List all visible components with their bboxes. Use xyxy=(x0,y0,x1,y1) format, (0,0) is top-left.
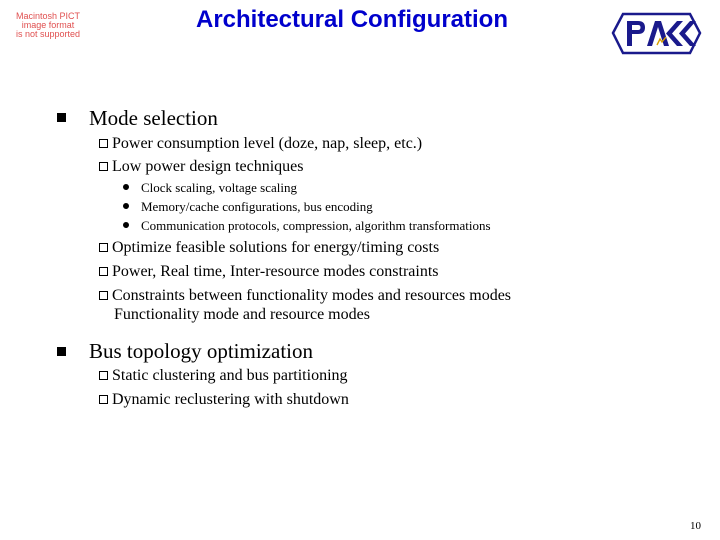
page-number: 10 xyxy=(690,520,701,532)
sub-list-item: Memory/cache configurations, bus encoding xyxy=(123,199,373,215)
checkbox-bullet xyxy=(99,291,108,300)
section-bullet xyxy=(57,347,66,356)
list-item-continuation: Functionality mode and resource modes xyxy=(114,306,370,323)
pict-line: Macintosh PICT xyxy=(15,11,81,21)
list-item: Low power design techniques xyxy=(99,158,304,176)
list-item: Static clustering and bus partitioning xyxy=(99,367,348,385)
pict-line: is not supported xyxy=(15,29,81,39)
checkbox-bullet xyxy=(99,139,108,148)
sub-list-item: Communication protocols, compression, algorithm transformations xyxy=(123,218,491,234)
list-item: Power, Real time, Inter-resource modes constraints xyxy=(99,263,439,281)
checkbox-bullet xyxy=(99,267,108,276)
list-item: Constraints between functionality modes and resources modes xyxy=(99,287,511,305)
dot-bullet xyxy=(123,222,129,228)
section-heading-mode-selection: Mode selection xyxy=(89,106,218,130)
checkbox-bullet xyxy=(99,395,108,404)
pict-line: image format xyxy=(21,20,75,30)
dot-bullet xyxy=(123,203,129,209)
list-item: Power consumption level (doze, nap, sleep, etc.) xyxy=(99,135,422,153)
section-heading-bus-topology: Bus topology optimization xyxy=(89,339,313,363)
checkbox-bullet xyxy=(99,162,108,171)
checkbox-bullet xyxy=(99,243,108,252)
section-bullet xyxy=(57,113,66,122)
checkbox-bullet xyxy=(99,371,108,380)
pace-logo-graphic xyxy=(611,12,702,55)
pace-logo xyxy=(611,12,702,55)
sub-list-item: Clock scaling, voltage scaling xyxy=(123,180,297,196)
list-item: Optimize feasible solutions for energy/timing costs xyxy=(99,239,439,257)
list-item: Dynamic reclustering with shutdown xyxy=(99,391,349,409)
slide-title: Architectural Configuration xyxy=(195,6,508,33)
dot-bullet xyxy=(123,184,129,190)
